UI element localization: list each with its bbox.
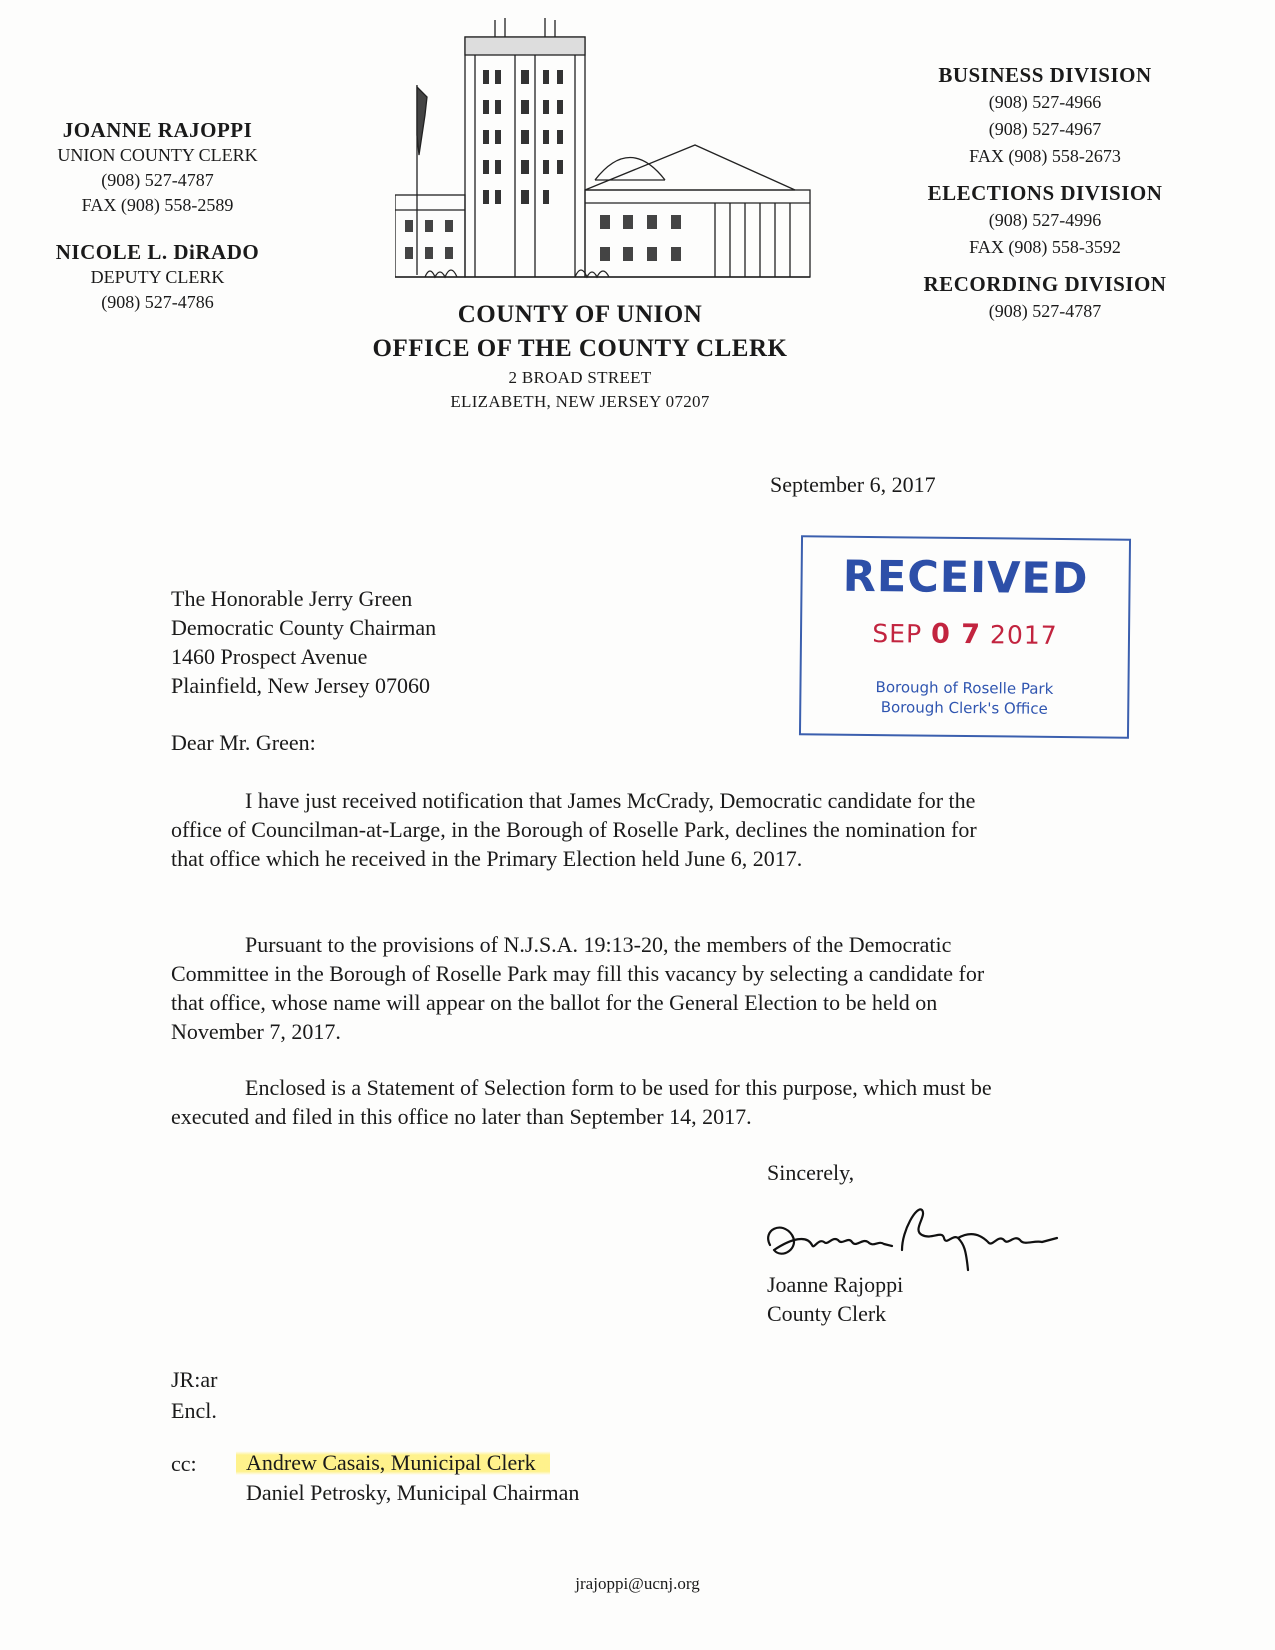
deputy-name: NICOLE L. DiRADO — [55, 240, 260, 264]
stamp-month: SEP — [872, 619, 923, 649]
salutation: Dear Mr. Green: — [171, 730, 316, 755]
signer-title: County Clerk — [767, 1301, 887, 1326]
cc-label: cc: — [171, 1451, 197, 1476]
addressee-block — [171, 584, 436, 700]
business-phone-1: (908) 527-4966 — [988, 92, 1102, 112]
center-header — [350, 298, 810, 414]
county-building-sketch-icon — [395, 15, 815, 290]
closing: Sincerely, — [767, 1160, 855, 1185]
clerk-name: JOANNE RAJOPPI — [62, 118, 253, 142]
handwritten-signature-icon — [752, 1190, 1082, 1280]
stamp-label: RECEIVED — [842, 551, 1089, 605]
addressee-line: 1460 Prospect Avenue — [171, 644, 368, 669]
office-name: OFFICE OF THE COUNTY CLERK — [372, 335, 788, 362]
cc-recipient: Daniel Petrosky, Municipal Chairman — [246, 1480, 580, 1505]
reference-initials — [171, 1364, 217, 1426]
stamp-day: 0 7 — [930, 618, 982, 651]
cc-list — [246, 1448, 579, 1508]
stamp-office-line1: Borough of Roselle Park — [875, 678, 1054, 698]
addressee-line: The Honorable Jerry Green — [171, 586, 413, 611]
stamp-office-line2: Borough Clerk's Office — [880, 698, 1048, 718]
cc-recipient-highlighted: Andrew Casais, Municipal Clerk — [236, 1450, 550, 1475]
body-paragraph-2 — [171, 930, 1011, 1046]
clerk-title: UNION COUNTY CLERK — [57, 145, 258, 165]
elections-fax: FAX (908) 558-3592 — [969, 237, 1121, 257]
deputy-phone: (908) 527-4786 — [101, 292, 214, 312]
signer-name: Joanne Rajoppi — [767, 1272, 904, 1297]
county-name: COUNTY OF UNION — [457, 301, 703, 328]
footer-email: jrajoppi@ucnj.org — [575, 1574, 700, 1593]
business-phone-2: (908) 527-4967 — [988, 119, 1102, 139]
recording-phone: (908) 527-4787 — [988, 301, 1102, 321]
typist-initials: JR:ar — [171, 1367, 218, 1392]
deputy-title: DEPUTY CLERK — [90, 267, 225, 287]
letter-date: September 6, 2017 — [770, 472, 936, 497]
signer-block — [767, 1270, 903, 1328]
stamp-office — [801, 676, 1127, 719]
recording-division-title: RECORDING DIVISION — [923, 272, 1167, 296]
stamp-year: 2017 — [989, 620, 1058, 650]
addressee-line: Plainfield, New Jersey 07060 — [171, 673, 431, 698]
elections-phone: (908) 527-4996 — [988, 210, 1102, 230]
business-fax: FAX (908) 558-2673 — [969, 146, 1121, 166]
stamp-date — [802, 617, 1128, 651]
elections-division-title: ELECTIONS DIVISION — [927, 181, 1163, 205]
address-line2: ELIZABETH, NEW JERSEY 07207 — [450, 392, 710, 411]
body-paragraph-3 — [171, 1073, 1011, 1131]
left-header — [30, 118, 285, 315]
address-line1: 2 BROAD STREET — [508, 368, 652, 387]
paragraph-text: Enclosed is a Statement of Selection form to be used for this purpose, which must be executed and filed in this office no later than September 14, 2017. — [171, 1075, 992, 1129]
clerk-fax: FAX (908) 558-2589 — [81, 195, 234, 215]
right-header — [885, 62, 1205, 325]
enclosure-note: Encl. — [171, 1398, 217, 1423]
clerk-phone: (908) 527-4787 — [101, 170, 214, 190]
body-paragraph-1 — [171, 786, 1011, 873]
received-stamp — [799, 535, 1131, 738]
addressee-line: Democratic County Chairman — [171, 615, 437, 640]
paragraph-text: Pursuant to the provisions of N.J.S.A. 19:13-20, the members of the Democratic Committee in the Borough of Roselle Park may fill this vacancy by selecting a candidate for that office, whose name will appear on the ballot for the General Election to be held on November 7, 2017. — [171, 932, 985, 1044]
business-division-title: BUSINESS DIVISION — [938, 63, 1152, 87]
paragraph-text: I have just received notification that James McCrady, Democratic candidate for the office of Councilman-at-Large, in the Borough of Roselle Park, declines the nomination for that office which he received in the Primary Election held June 6, 2017. — [171, 788, 977, 871]
